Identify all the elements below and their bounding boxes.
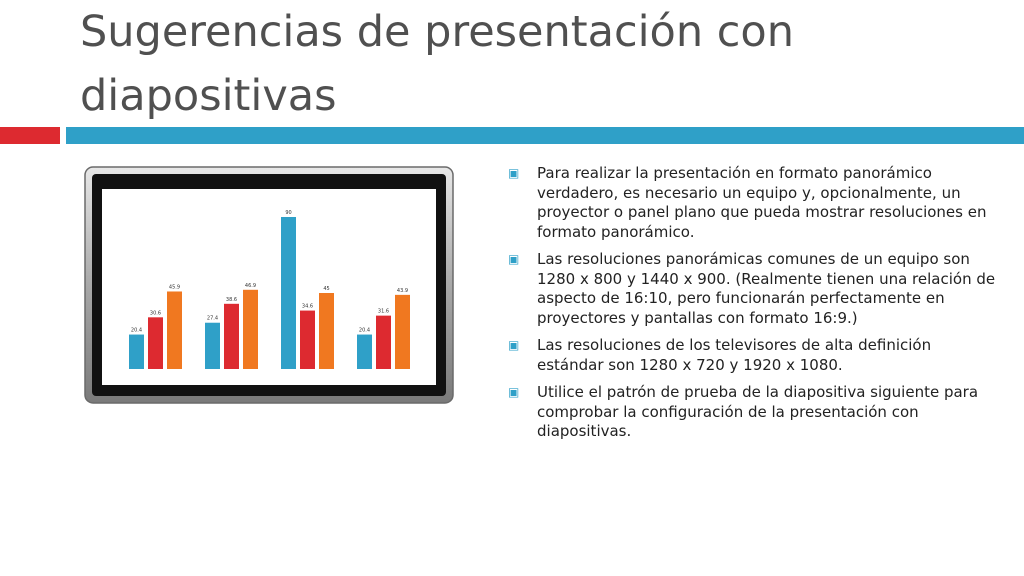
bullet-item xyxy=(508,336,998,375)
chart-data-label: 45.9 xyxy=(168,284,181,291)
slide-title: Sugerencias de presentación con diapositivas xyxy=(80,7,794,121)
chart-data-label: 43.9 xyxy=(396,287,409,294)
bullet-text: Para realizar la presentación en formato panorámico verdadero, es necesario un equipo y, opcionalmente, un proyector o panel plano que pueda mostrar resoluciones en formato panorámico. xyxy=(537,164,987,241)
hollow-square-bullet-icon: ▣ xyxy=(508,338,520,352)
chart-data-label: 34.6 xyxy=(301,303,314,310)
chart-bar xyxy=(300,311,315,369)
chart-bar xyxy=(281,217,296,369)
bullet-text: Las resoluciones panorámicas comunes de un equipo son 1280 x 800 y 1440 x 900. (Realmente tienen una relación de aspecto de 16:10, pero funcionarán perfectamente en proyectores y pantallas con formato 16:9.) xyxy=(537,250,996,327)
hollow-square-bullet-icon: ▣ xyxy=(508,252,520,266)
chart-data-label: 31.6 xyxy=(377,308,390,315)
chart-bar xyxy=(167,291,182,369)
chart-bar xyxy=(357,335,372,369)
bullet-list xyxy=(508,164,998,450)
chart-bar xyxy=(224,304,239,369)
chart-bar xyxy=(376,316,391,369)
bullet-item xyxy=(508,383,998,442)
hollow-square-bullet-icon: ▣ xyxy=(508,385,520,399)
chart-data-label: 30.6 xyxy=(149,310,162,317)
chart-bar xyxy=(205,323,220,369)
chart-data-label: 27.4 xyxy=(206,315,219,322)
chart-bar xyxy=(319,293,334,369)
bullet-text: Utilice el patrón de prueba de la diapositiva siguiente para comprobar la configuración de la presentación con diapositivas. xyxy=(537,383,979,440)
chart-data-label: 20.4 xyxy=(130,327,143,334)
accent-bar-blue xyxy=(66,127,1024,144)
monitor-image xyxy=(84,166,454,404)
chart-bar xyxy=(395,295,410,369)
accent-bar-red xyxy=(0,127,60,144)
bullet-item xyxy=(508,164,998,242)
chart-bar xyxy=(148,317,163,369)
hollow-square-bullet-icon: ▣ xyxy=(508,166,520,180)
chart-data-label: 90 xyxy=(285,210,292,216)
chart-data-label: 45 xyxy=(323,286,330,292)
bullet-text: Las resoluciones de los televisores de alta definición estándar son 1280 x 720 y 1920 x 1080. xyxy=(537,336,932,374)
chart-bar xyxy=(243,290,258,369)
monitor-chart xyxy=(84,166,454,404)
chart-data-label: 38.6 xyxy=(225,296,238,303)
bullet-item xyxy=(508,250,998,328)
chart-data-label: 20.4 xyxy=(358,327,371,334)
chart-bar xyxy=(129,335,144,369)
chart-data-label: 46.9 xyxy=(244,282,257,289)
